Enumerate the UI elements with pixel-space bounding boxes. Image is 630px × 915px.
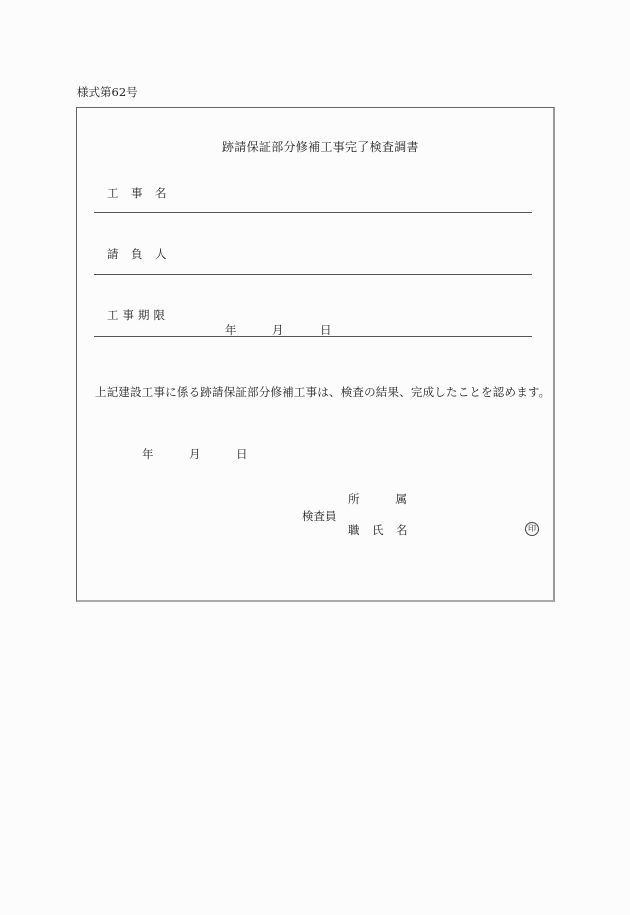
document-title: 跡請保証部分修補工事完了検査調書 xyxy=(222,140,419,154)
document-frame xyxy=(76,107,555,602)
title-name-label: 職 氏 名 xyxy=(348,523,408,537)
construction-name-underline xyxy=(94,212,532,213)
date-year-label: 年 xyxy=(142,447,154,461)
construction-period-label: 工 事 期 限 xyxy=(107,308,165,322)
date-month-label: 月 xyxy=(189,447,201,461)
date-day-label: 日 xyxy=(236,447,248,461)
period-year-label: 年 xyxy=(225,323,237,337)
period-day-label: 日 xyxy=(320,323,332,337)
form-number: 様式第62号 xyxy=(77,85,138,99)
inspector-label: 検査員 xyxy=(302,509,337,523)
construction-name-label: 工 事 名 xyxy=(107,186,167,200)
contractor-label: 請 負 人 xyxy=(107,247,167,261)
contractor-underline xyxy=(94,274,532,275)
affiliation-label: 所 属 xyxy=(348,492,407,506)
inspection-statement: 上記建設工事に係る跡請保証部分修補工事は、検査の結果、完成したことを認めます。 xyxy=(95,385,551,399)
period-month-label: 月 xyxy=(272,323,284,337)
seal-icon: 印 xyxy=(525,522,539,536)
construction-period-underline xyxy=(94,336,532,337)
